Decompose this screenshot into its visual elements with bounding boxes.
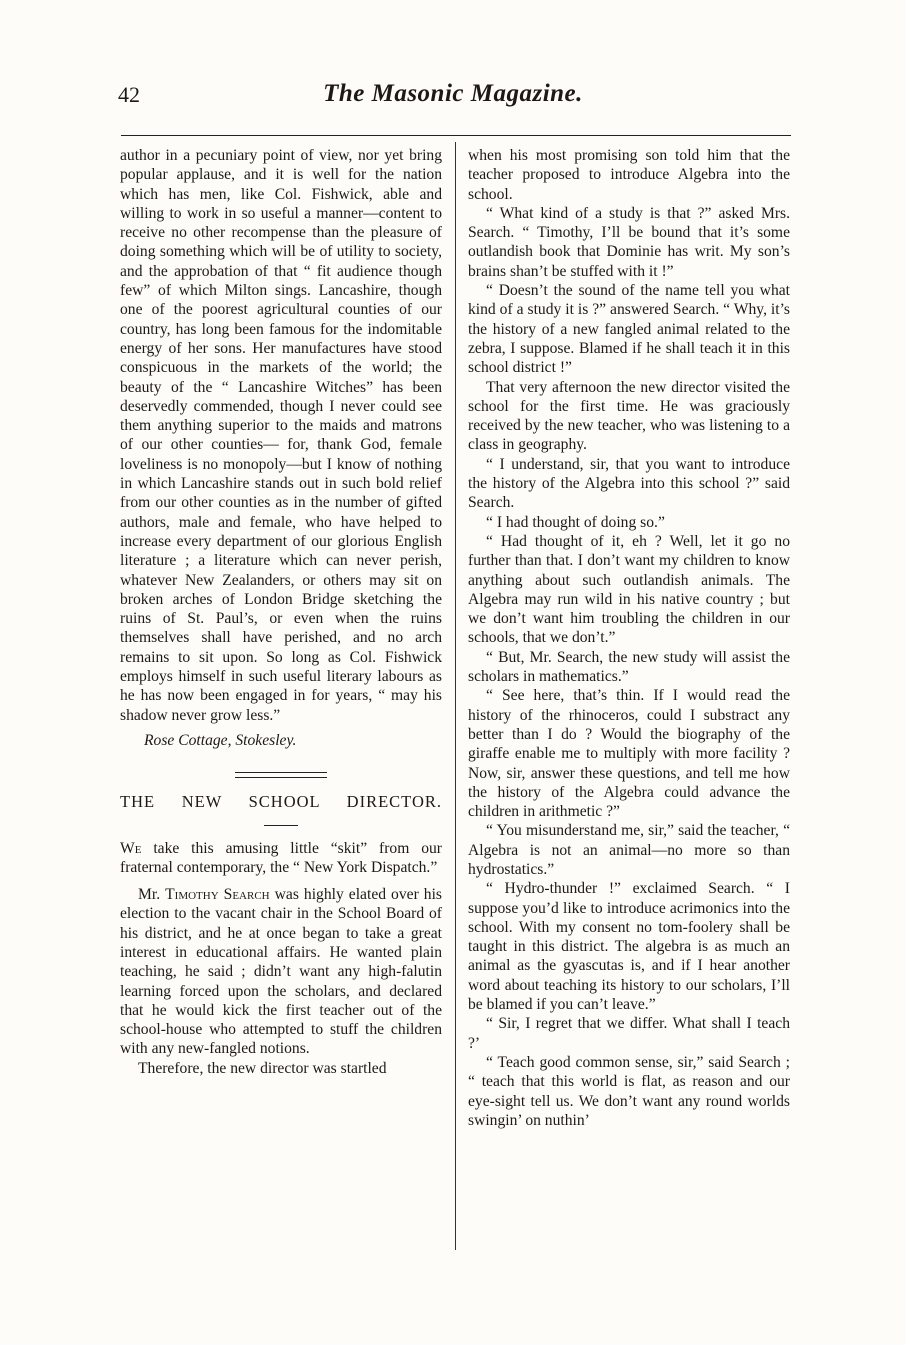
article-end-paragraph: author in a pecuniary point of view, nor yet bring popular applause, and it is well for the nation which has men, like Col. Fishwick, able and willing to work in so useful a manner—content to receive no other recompense than the pleasure of doing something which will be of utility to society, and the approbation of that “ fit audience though few” of which Milton sings. Lancashire, though one of the poorest agricultural counties of our country, has long been famous for the indomitable energy of her sons. Her manufactures have stood conspicuous in the markets of the world; the beauty of the “ Lancashire Witches” has been deservedly commended, though I never could see them anything superior to the maids and matrons of our other counties— for, thank God, female loveliness is no monopoly—but I know of nothing in which Lancashire stands out in such bold relief from our other counties as in the number of gifted authors, male and female, who have helped to increase every department of our glorious English literature ; a literature which can never perish, whatever New Zealanders, or others may sit on broken arches of London Bridge sketching the ruins of St. Paul’s, or even when the ruins themselves shall have perished, and no arch remains to sit upon. So long as Col. Fishwick employs himself in such useful literary labours as he has now been engaged in for years, “ may his shadow never grow less.” (120, 147, 442, 724)
intro-text: take this amusing little “skit” from our fraternal contemporary, the “ New York Dispatch.” (120, 839, 442, 876)
author-signature: Rose Cottage, Stokesley. (144, 731, 297, 749)
intro-dropcap: We (120, 839, 142, 857)
story-paragraph: “ But, Mr. Search, the new study will assist the scholars in mathematics.” (468, 648, 790, 686)
story-paragraph: “ Hydro-thunder !” exclaimed Search. “ I suppose you’d like to introduce acrimonics into the school. With my consent no tom-foolery shall be taught in this district. The algebra is as much an animal as the gyascutas is, and if I hear another word about teaching its history to our scholars, I’ll be blamed if you can’t leave.” (468, 880, 790, 1014)
section-title: THE NEW SCHOOL DIRECTOR. (120, 792, 442, 812)
story-paragraph: “ I understand, sir, that you want to introduce the history of the Algebra into this school ?” said Search. (468, 455, 790, 512)
story-paragraph: “ Had thought of it, eh ? Well, let it go no further than that. I don’t want my children to know anything about such outlandish animals. The Algebra may run wild in his native country ; but we don’t want him troubling the children in our schools, that we don’t.” (468, 532, 790, 647)
section-divider (235, 772, 327, 778)
story-paragraph: “ See here, that’s thin. If I would read the history of the rhinoceros, could I substract any better than I do ? Would the biography of the giraffe enable me to multiply with more facility ? Now, sir, answer these questions, and tell me how the history of the Algebra could advance the children in arithmetic ?” (468, 687, 790, 821)
page-number: 42 (118, 82, 140, 107)
story-prefix: Mr. (138, 886, 166, 904)
right-column (468, 146, 790, 1130)
intro-paragraph (120, 839, 442, 878)
left-column (120, 146, 442, 1078)
story-paragraph: “ Doesn’t the sound of the name tell you what kind of a study it is ?” answered Search. “ Why, it’s the history of a new fangled animal related to the zebra, I suppose. Blamed if he shall teach it in this school district !” (468, 282, 790, 377)
character-name: Timothy Search (165, 886, 270, 904)
header-rule (121, 135, 791, 136)
story-paragraph: “ You misunderstand me, sir,” said the teacher, “ Algebra is not an animal—no more so than hydrostatics.” (468, 822, 790, 878)
running-head (0, 78, 906, 118)
story-paragraph (120, 885, 442, 1059)
story-text: was highly elated over his election to the vacant chair in the School Board of his district, and he at once began to take a great interest in educational affairs. He wanted plain teaching, he said ; didn’t want any high-falutin learning forced upon the scholars, and declared that he would kick the first teacher out of the school-house who attempted to stuff the children with any new-fangled notions. (120, 886, 442, 1058)
story-paragraph: “ Sir, I regret that we differ. What shall I teach ?’ (468, 1015, 790, 1052)
story-paragraph: That very afternoon the new director visited the school for the first time. He was graciously received by the new teacher, who was listening to a class in geography. (468, 378, 790, 454)
story-paragraph: “ What kind of a study is that ?” asked Mrs. Search. “ Timothy, I’ll be bound that it’s some outlandish book that Dominie has writ. My son’s brains shan’t be stuffed with it !” (468, 204, 790, 280)
title-rule (264, 825, 298, 826)
story-paragraph: “ Teach good common sense, sir,” said Search ; “ teach that this world is flat, as reason and our eye-sight tell us. We don’t want any round worlds swingin’ on nuthin’ (468, 1053, 790, 1129)
magazine-title: The Masonic Magazine. (323, 80, 583, 107)
column-divider (455, 142, 456, 1250)
story-paragraph: when his most promising son told him that the teacher proposed to introduce Algebra into the school. (468, 147, 790, 203)
story-paragraph: Therefore, the new director was startled (138, 1059, 387, 1077)
story-paragraph: “ I had thought of doing so.” (486, 513, 665, 531)
